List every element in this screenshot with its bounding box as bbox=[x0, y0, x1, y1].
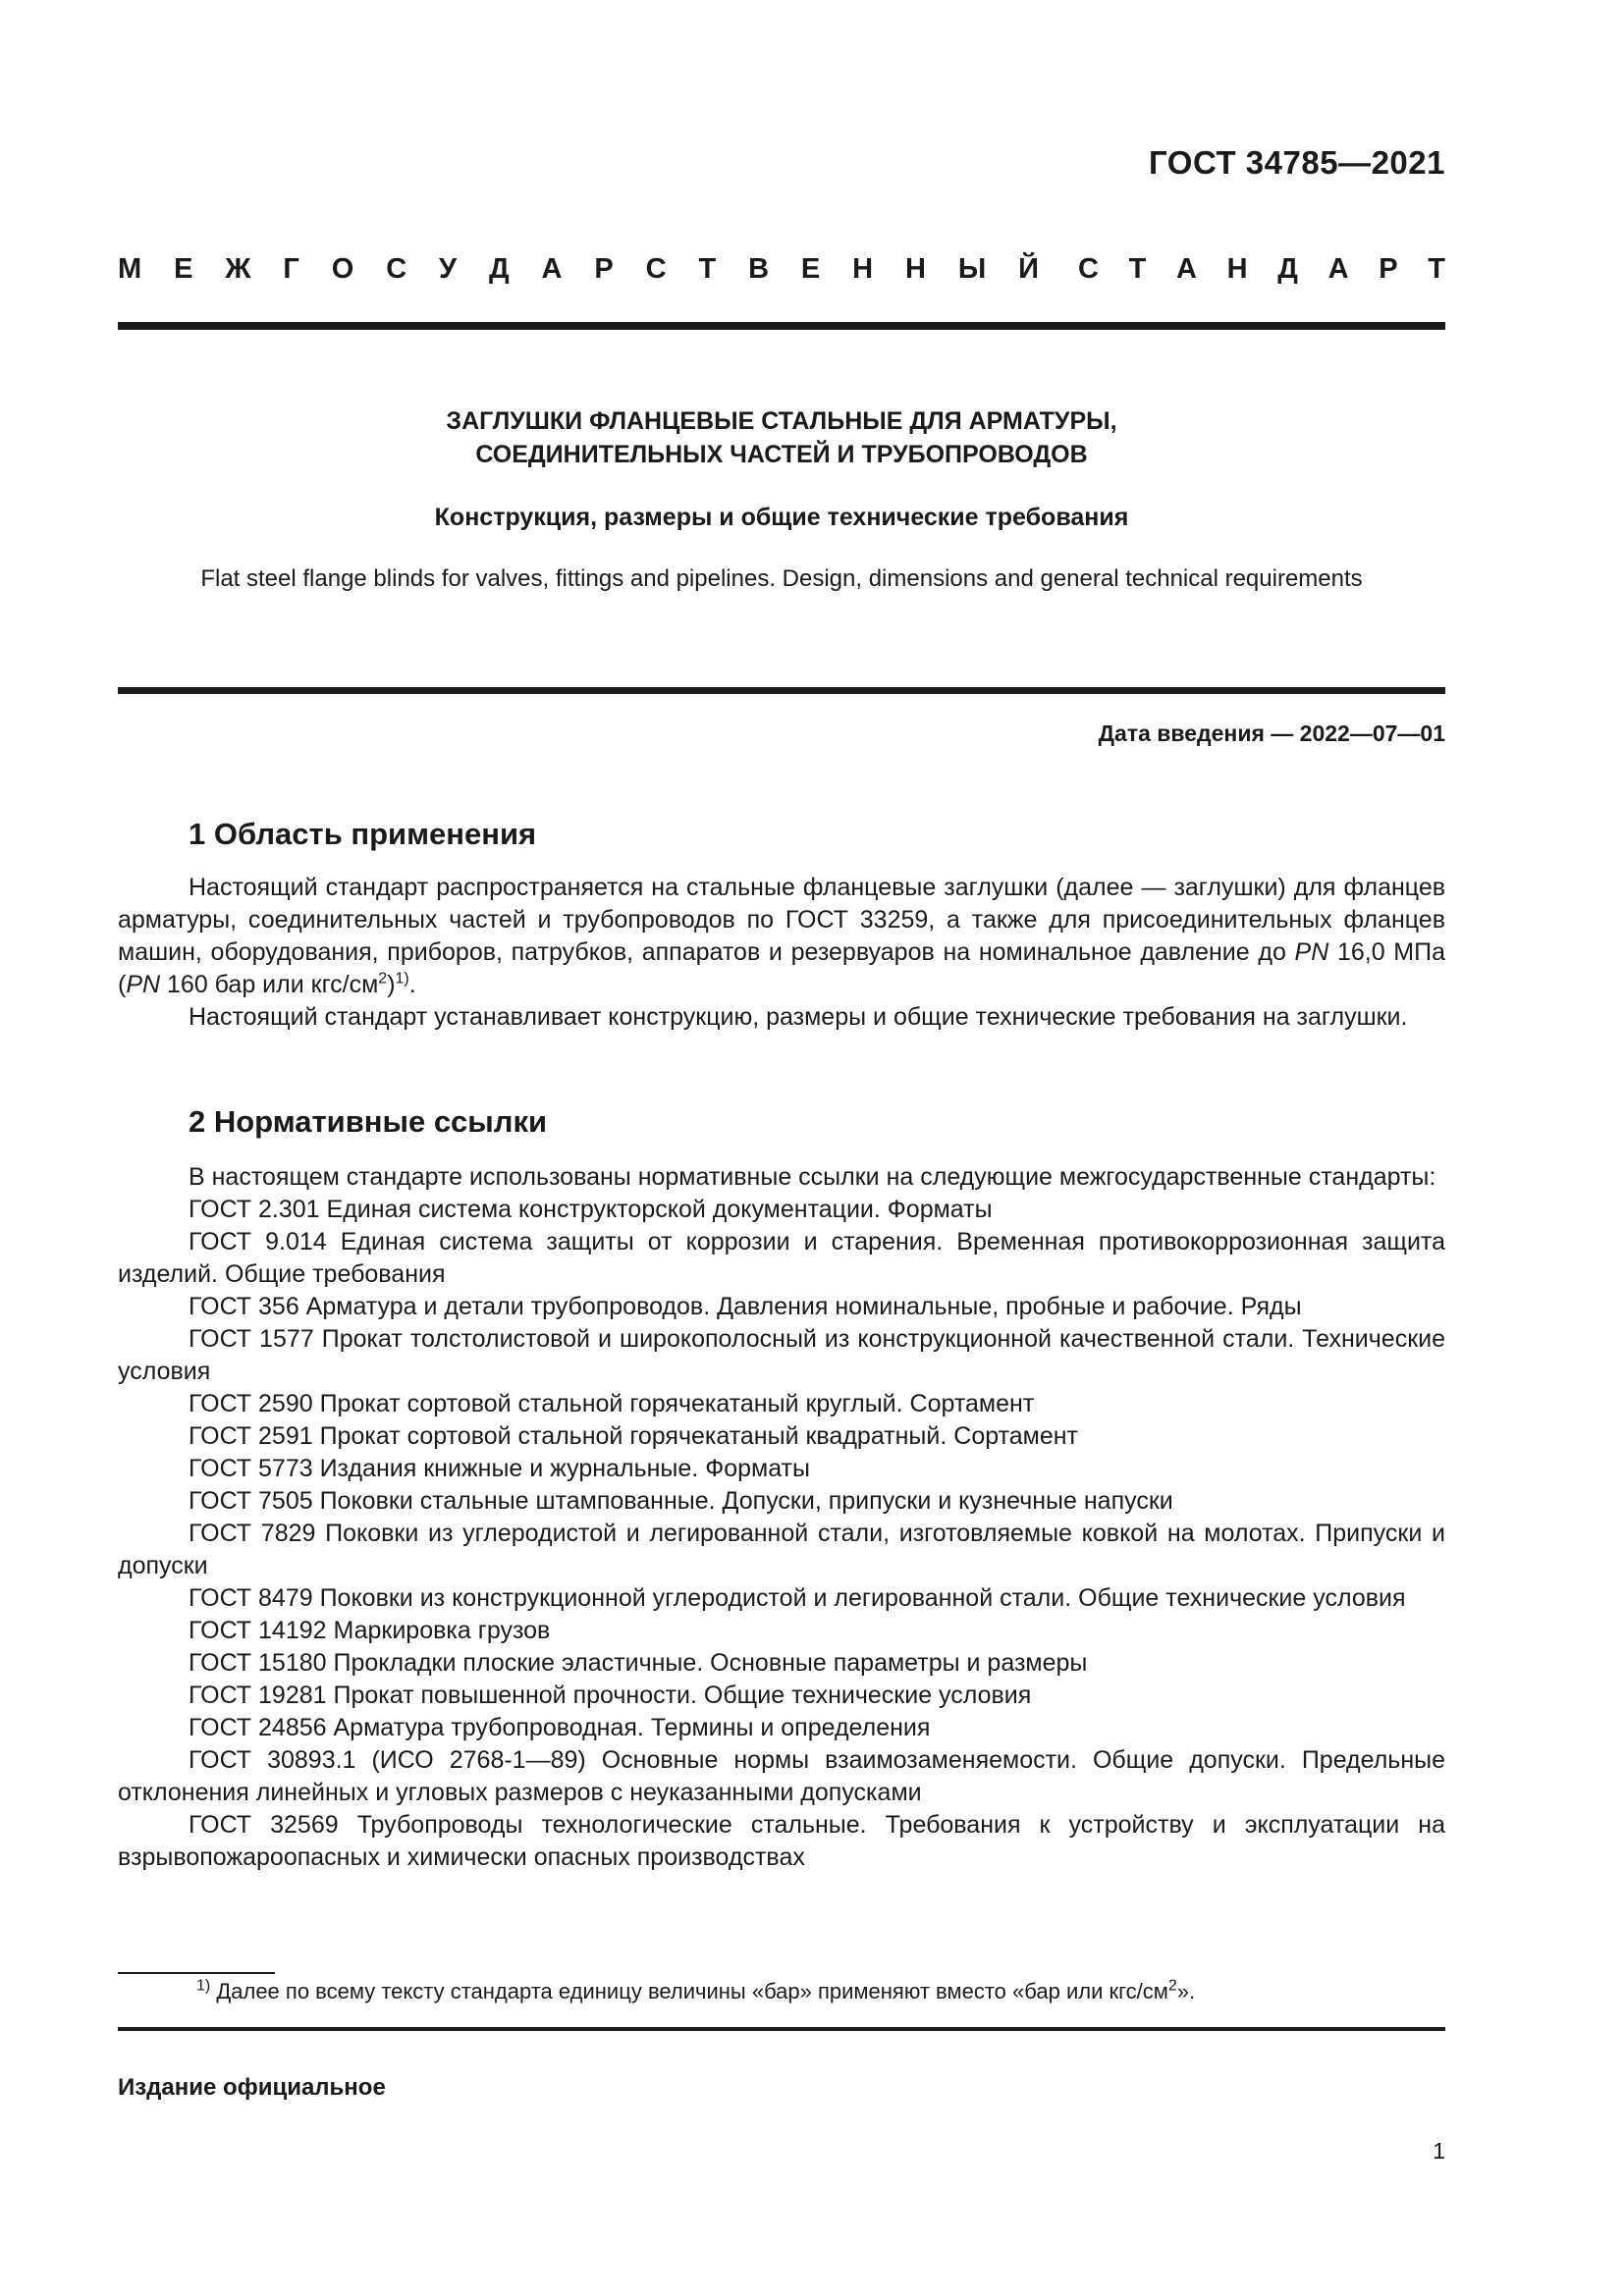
introduction-date: Дата введения — 2022—07—01 bbox=[1098, 721, 1445, 746]
english-title: Flat steel flange blinds for valves, fittings and pipelines. Design, dimensions and general technical requirements bbox=[200, 565, 1363, 592]
reference-paragraph: ГОСТ 8479 Поковки из конструкционной углеродистой и легированной стали. Общие технические условия bbox=[189, 1584, 1406, 1612]
reference-paragraph: ГОСТ 24856 Арматура трубопроводная. Термины и определения bbox=[189, 1714, 931, 1741]
reference-paragraph: ГОСТ 7505 Поковки стальные штампованные. Допуски, припуски и кузнечные напуски bbox=[189, 1487, 1173, 1515]
standard-type-header bbox=[118, 253, 1445, 286]
document-title bbox=[118, 404, 1445, 471]
reference-paragraph: ГОСТ 14192 Маркировка грузов bbox=[189, 1617, 551, 1644]
reference-paragraph: ГОСТ 7829 Поковки из углеродистой и легированной стали, изготовляемые ковкой на молотах. Припуски и допуски bbox=[118, 1520, 1445, 1579]
reference-paragraph: ГОСТ 15180 Прокладки плоские эластичные. Основные параметры и размеры bbox=[189, 1649, 1088, 1677]
document-page bbox=[118, 0, 1445, 2296]
standard-type-word1: М Е Ж Г О С У Д А Р С Т В Е Н Н Ы Й bbox=[118, 253, 1039, 285]
reference-paragraph: ГОСТ 5773 Издания книжные и журнальные. Форматы bbox=[189, 1455, 810, 1482]
page-number: 1 bbox=[1433, 2138, 1445, 2163]
edition-label: Издание официальное bbox=[118, 2074, 386, 2101]
section-2-heading: 2 Нормативные ссылки bbox=[189, 1104, 548, 1139]
section-1-heading: 1 Область применения bbox=[189, 817, 537, 851]
footer-rule bbox=[118, 2027, 1445, 2031]
footnote-separator bbox=[118, 1972, 275, 1974]
section-1-body bbox=[118, 872, 1445, 1034]
footnote: $^{1)}$ Далее по всему тексту стандарта единицу величины «бар» применяют вместо «бар или кгс/$см^2$». bbox=[196, 1977, 1196, 2003]
standard-type-word2: С Т А Н Д А Р Т bbox=[1078, 253, 1445, 285]
title-line-1: ЗАГЛУШКИ ФЛАНЦЕВЫЕ СТАЛЬНЫЕ ДЛЯ АРМАТУРЫ, bbox=[446, 407, 1117, 435]
reference-paragraph: ГОСТ 30893.1 (ИСО 2768-1—89) Основные нормы взаимозаменяемости. Общие допуски. Предельные отклонения линейных и угловых размеров с неуказанными допусками bbox=[118, 1746, 1445, 1806]
header-rule bbox=[118, 322, 1445, 330]
document-number: ГОСТ 34785—2021 bbox=[1149, 144, 1445, 181]
reference-paragraph: ГОСТ 19281 Прокат повышенной прочности. Общие технические условия bbox=[189, 1682, 1032, 1709]
reference-paragraph: В настоящем стандарте использованы нормативные ссылки на следующие межгосударственные стандарты: bbox=[189, 1163, 1436, 1191]
reference-paragraph: ГОСТ 2.301 Единая система конструкторской документации. Форматы bbox=[189, 1196, 993, 1223]
footnote-reference: 1) bbox=[395, 970, 409, 988]
reference-paragraph: ГОСТ 2591 Прокат сортовой стальной горячекатаный квадратный. Сортамент bbox=[189, 1422, 1078, 1450]
reference-paragraph: ГОСТ 2590 Прокат сортовой стальной горячекатаный круглый. Сортамент bbox=[189, 1390, 1035, 1417]
reference-paragraph: ГОСТ 9.014 Единая система защиты от коррозии и старения. Временная противокоррозионная защита изделий. Общие требования bbox=[118, 1228, 1445, 1288]
document-subtitle: Конструкция, размеры и общие технические требования bbox=[434, 504, 1129, 531]
title-rule bbox=[118, 687, 1445, 694]
reference-paragraph: ГОСТ 356 Арматура и детали трубопроводов. Давления номинальные, пробные и рабочие. Ряды bbox=[189, 1293, 1302, 1320]
section-2-body bbox=[118, 1161, 1445, 1874]
reference-paragraph: ГОСТ 32569 Трубопроводы технологические стальные. Требования к устройству и эксплуатации на взрывопожароопасных и химически опасных производствах bbox=[118, 1811, 1445, 1871]
footnote-marker: 1) bbox=[196, 1977, 211, 1995]
title-line-2: СОЕДИНИТЕЛЬНЫХ ЧАСТЕЙ И ТРУБОПРОВОДОВ bbox=[475, 441, 1088, 468]
section-1-paragraph-2: Настоящий стандарт устанавливает конструкцию, размеры и общие технические требования на заглушки. bbox=[189, 1003, 1408, 1031]
reference-paragraph: ГОСТ 1577 Прокат толстолистовой и широкополосный из конструкционной качественной стали. Технические условия bbox=[118, 1325, 1445, 1385]
section-1-paragraph-1: Настоящий стандарт распространяется на стальные фланцевые заглушки (далее — заглушки) для фланцев арматуры, соединительных частей и трубопроводов по ГОСТ 33259, а также для присоединительных фланцев машин, оборудования, приборов, патрубков, аппаратов и резервуаров на номинальное давление до PN 16,0 МПа (PN 160 бар или кгс/$см^2)^{1)}$. bbox=[118, 874, 1446, 998]
